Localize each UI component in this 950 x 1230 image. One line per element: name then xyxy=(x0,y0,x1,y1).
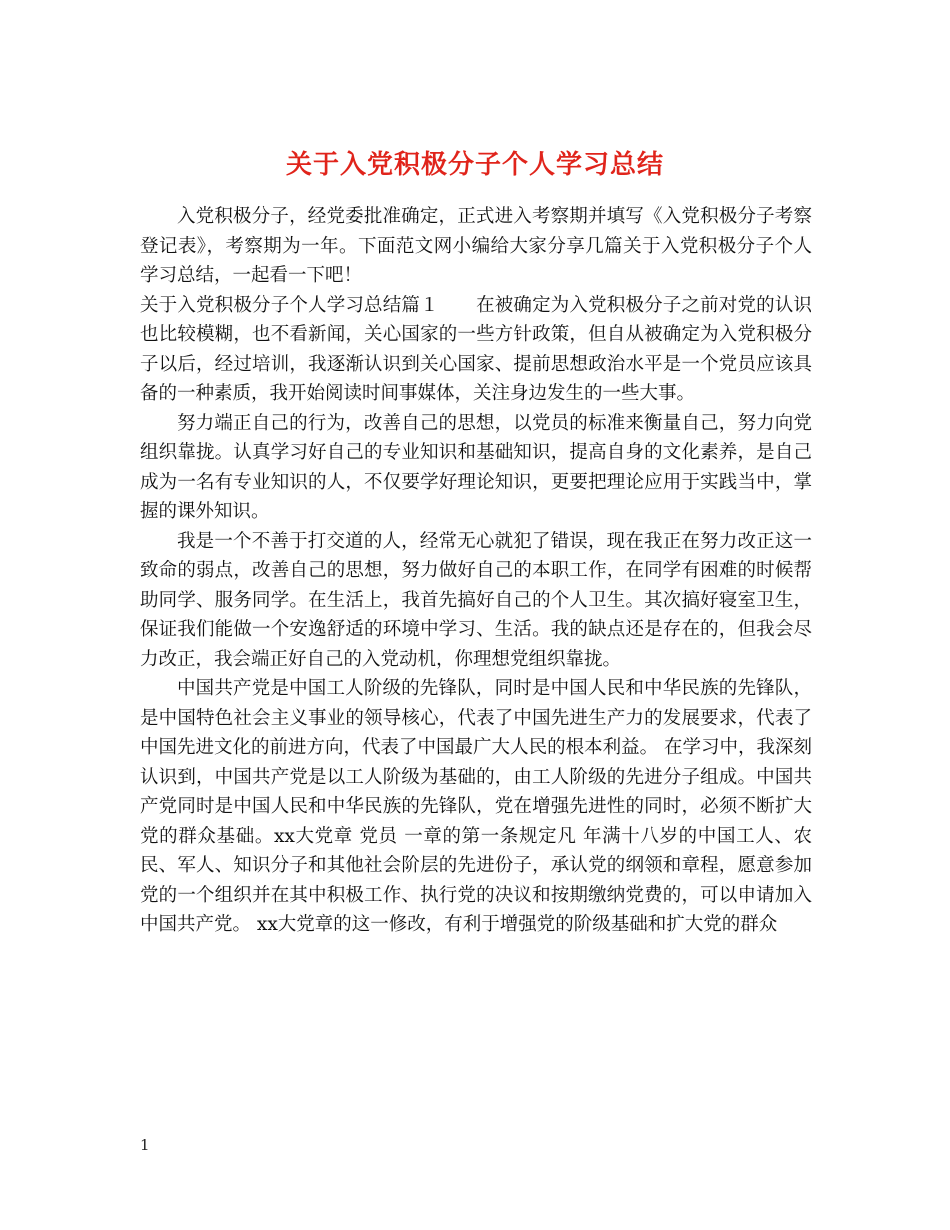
page-number: 1 xyxy=(140,1136,150,1154)
document-body xyxy=(140,202,812,940)
essay-1-paragraph-2: 努力端正自己的行为，改善自己的思想，以党员的标准来衡量自己，努力向党组织靠拢。认真学习好自己的专业知识和基础知识，提高自身的文化素养，是自己成为一名有专业知识的人，不仅要学好理论知识，更要把理论应用于实践当中，掌握的课外知识。 xyxy=(140,412,812,522)
intro-paragraph: 入党积极分子，经党委批准确定，正式进入考察期并填写《入党积极分子考察登记表》，考察期为一年。下面范文网小编给大家分享几篇关于入党积极分子个人学习总结，一起看一下吧！ xyxy=(140,206,812,286)
essay-1-paragraph-4: 中国共产党是中国工人阶级的先锋队，同时是中国人民和中华民族的先锋队，是中国特色社会主义事业的领导核心，代表了中国先进生产力的发展要求，代表了中国先进文化的前进方向，代表了中国最广大人民的根本利益。 在学习中，我深刻认识到，中国共产党是以工人阶级为基础的，由工人阶级的先进分子组成。中国共产党同时是中国人民和中华民族的先锋队，党在增强先进性的同时，必须不断扩大党的群众基础。xx大党章 党员 一章的第一条规定凡 年满十八岁的中国工人、农民、军人、知识分子和其他社会阶层的先进份子，承认党的纲领和章程，愿意参加党的一个组织并在其中积极工作、执行党的决议和按期缴纳党费的，可以申请加入中国共产党。 xx大党章的这一修改，有利于增强党的阶级基础和扩大党的群众 xyxy=(140,678,812,935)
essay-1-paragraph-1: 关于入党积极分子个人学习总结篇１ 在被确定为入党积极分子之前对党的认识也比较模糊，也不看新闻，关心国家的一些方针政策，但自从被确定为入党积极分子以后，经过培训，我逐渐认识到关心国家、提前思想政治水平是一个党员应该具备的一种素质，我开始阅读时间事媒体，关注身边发生的一些大事。 xyxy=(140,294,812,404)
document-title: 关于入党积极分子个人学习总结 xyxy=(285,150,664,181)
essay-1-paragraph-3: 我是一个不善于打交道的人，经常无心就犯了错误，现在我正在努力改正这一致命的弱点，改善自己的思想，努力做好自己的本职工作，在同学有困难的时候帮助同学、服务同学。在生活上，我首先搞好自己的个人卫生。其次搞好寝室卫生，保证我们能做一个安逸舒适的环境中学习、生活。我的缺点还是存在的，但我会尽力改正，我会端正好自己的入党动机，你理想党组织靠拢。 xyxy=(140,530,812,670)
